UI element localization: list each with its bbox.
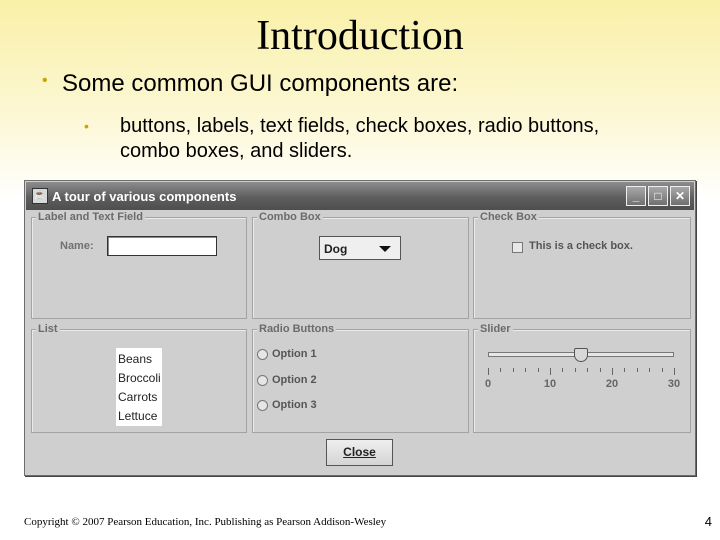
- window-title: A tour of various components: [52, 189, 237, 204]
- name-label: Name:: [60, 240, 94, 252]
- slider-tick: [550, 368, 551, 375]
- chevron-down-icon: [379, 246, 391, 252]
- tick-label: 30: [667, 378, 681, 390]
- slider-tick: [488, 368, 489, 375]
- slide-title: Introduction: [256, 13, 464, 59]
- slider-tick: [612, 368, 613, 375]
- slider-tick: [600, 368, 601, 372]
- minimize-button[interactable]: _: [626, 186, 646, 206]
- radio-buttons-group: [252, 323, 469, 433]
- slider-tick: [662, 368, 663, 372]
- window-titlebar[interactable]: [26, 182, 694, 210]
- tick-label: 10: [543, 378, 557, 390]
- copyright-footer: Copyright © 2007 Pearson Education, Inc. Publishing as Pearson Addison-Wesley: [24, 516, 387, 528]
- bullet-level-1: [42, 70, 459, 98]
- slider-tick: [674, 368, 675, 375]
- list-item[interactable]: Carrots: [118, 390, 158, 404]
- radio-label[interactable]: Option 2: [272, 374, 317, 386]
- animal-combo-box[interactable]: [319, 236, 401, 260]
- slider-ticks: [488, 368, 674, 374]
- list-item[interactable]: Lettuce: [118, 409, 158, 423]
- slider-tick: [624, 368, 625, 372]
- java-cup-icon: ☕: [32, 188, 48, 204]
- app-window: [24, 180, 696, 476]
- slider-tick: [538, 368, 539, 372]
- group-label: Combo Box: [259, 211, 321, 223]
- combo-box-group: [252, 211, 469, 319]
- label-text-field-group: [31, 211, 247, 319]
- radio-label[interactable]: Option 3: [272, 399, 317, 411]
- name-input[interactable]: [107, 236, 217, 256]
- maximize-button[interactable]: □: [648, 186, 668, 206]
- close-button[interactable]: Close: [326, 439, 393, 466]
- slider-tick: [562, 368, 563, 372]
- list-group: [31, 323, 247, 433]
- radio-button[interactable]: [257, 349, 268, 360]
- slider-tick: [525, 368, 526, 372]
- vegetable-list: [116, 348, 162, 426]
- slider-tick: [500, 368, 501, 372]
- window-close-button[interactable]: ✕: [670, 186, 690, 206]
- radio-button[interactable]: [257, 375, 268, 386]
- slider-thumb[interactable]: [574, 348, 588, 362]
- check-box[interactable]: [512, 242, 523, 253]
- page-number: 4: [704, 514, 712, 529]
- list-item[interactable]: Broccoli: [118, 371, 161, 385]
- slider-tick: [637, 368, 638, 372]
- bullet-text: buttons, labels, text fields, check boxes, radio buttons, combo boxes, and sliders.: [120, 115, 600, 162]
- group-label: Check Box: [480, 211, 537, 223]
- check-box-label[interactable]: This is a check box.: [529, 240, 633, 252]
- combo-selected-value: Dog: [324, 242, 348, 256]
- group-label: Radio Buttons: [259, 323, 335, 335]
- slider-tick: [575, 368, 576, 372]
- group-label: List: [38, 323, 58, 335]
- group-label: Slider: [480, 323, 511, 335]
- slider-group: [473, 323, 691, 433]
- tick-label: 20: [605, 378, 619, 390]
- slider-tick: [649, 368, 650, 372]
- bullet-level-2: [84, 114, 660, 164]
- bullet-text: Some common GUI components are:: [62, 70, 459, 97]
- bullet-dot-icon: •: [84, 118, 89, 134]
- radio-button[interactable]: [257, 400, 268, 411]
- bullet-dot-icon: •: [42, 72, 48, 89]
- radio-label[interactable]: Option 1: [272, 348, 317, 360]
- list-item[interactable]: Beans: [118, 352, 153, 366]
- group-label: Label and Text Field: [38, 211, 143, 223]
- slider-tick: [513, 368, 514, 372]
- check-box-group: [473, 211, 691, 319]
- tick-label: 0: [484, 378, 492, 390]
- slider-tick: [587, 368, 588, 372]
